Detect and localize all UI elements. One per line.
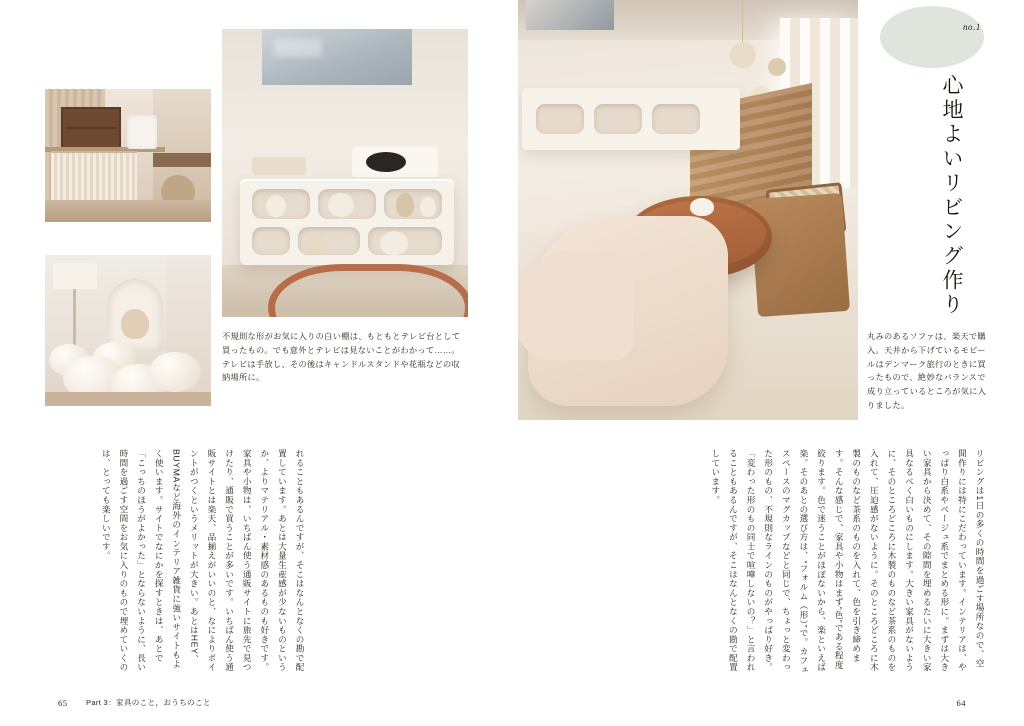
white-sculptural-sideboard	[522, 88, 740, 150]
lamp-shade	[53, 263, 97, 289]
tray	[252, 157, 306, 175]
page-number-right: 64	[956, 698, 966, 708]
wall-artwork	[526, 0, 614, 30]
sideboard-opening	[536, 104, 584, 134]
photo-living-corner	[45, 255, 211, 406]
body-text-right-page: リビングは1日の多くの時間を過ごす場所なので、空間作りには特にこだわっています。インテリアは、やっぱり白系やベージュ系でまとめる形に。まずは大きい家具から決めて、その隙間を埋めるたいに大きい家具なるべく白いものにします。大きい家具がないように、そのところどころに木製のものなど茶系のものを入れて、圧迫感がないように。そのところどころに木製のものなど茶系のものを入れて、色を引き締めます。そんな感じで、家具や小物はまず“色”である程度絞ります。色で迷うことがほぼないから、楽といえば楽。そのあとの選び方は、“フォルム（形）”で。カフェスペースのマグカップなどと同じで、ちょっと変わった形のもの、不規則なラインのものがやっぱり好き。「変わった形のもの同士で喧嘩しないの？」と言われることもあるんですが、そこはなんとなくの勘で配置しています。	[710, 449, 985, 675]
shelf-opening	[252, 227, 290, 255]
floor	[45, 200, 211, 222]
arched-niche	[107, 279, 163, 351]
photo-white-shelf	[222, 29, 468, 317]
wooden-display-shelf	[61, 107, 121, 151]
cushion	[149, 352, 201, 392]
issue-number: no.1	[963, 22, 981, 32]
ceramic-vessel	[304, 233, 328, 253]
photo-living-room	[518, 0, 858, 420]
ceramic-vessel	[328, 193, 354, 217]
ceramic-vessel	[380, 231, 408, 255]
mobile-disc	[768, 58, 786, 76]
ribbed-cabinet	[51, 151, 137, 205]
ceramic-vessel	[396, 193, 414, 217]
title-background-blob	[880, 6, 984, 68]
sofa-armrest	[518, 250, 634, 360]
sideboard-opening	[594, 104, 642, 134]
page-number-left: 65	[58, 698, 68, 708]
record-player	[352, 147, 438, 177]
niche-object	[121, 309, 149, 339]
photo-kitchen-shelf	[45, 89, 211, 222]
sideboard-opening	[652, 104, 700, 134]
body-text-left-page: れることもあるんですが、そこはなんとなくの勘で配置しています。あとは大量生産感が少ないものというか、よりマテリアル・素材感のあるものも好きです。家具や小物は、いちばん使う通販サイトに旅先で見つけたり、通販で買うことが多いです。いちばん使う通販サイトとは楽天、品揃えがいいのと、なによりポイントがつくというメリットが大きい。あとはHEY、BUYMAなど海外のインテリア雑貨に強いサイトもよく使います。サイトでなにかを探すときは、あとで「こっちのほうがよかった」とならないように、長い時間を過ごす空間をお気に入りのもので埋めていくのは、とっても楽しいです。	[101, 449, 305, 672]
kitchen-appliance	[127, 115, 157, 149]
wall-screen	[262, 29, 412, 85]
wooden-armchair	[750, 193, 850, 317]
wood-table	[153, 153, 211, 167]
mobile-disc	[730, 42, 756, 68]
page-title: 心地よいリビング作り	[940, 74, 964, 318]
caption-sofa: 丸みのあるソファは、楽天で購入。天井から下げているモビールはデンマーク旅行のときに買ったもので、絶妙なバランスで成り立っているところが気に入りました。	[867, 332, 987, 410]
cat-figurine	[690, 198, 714, 216]
ceramic-vessel	[420, 197, 436, 217]
caption-white-shelf: 不規則な形がお気に入りの白い棚は、もともとテレビ台として買ったもの。でも意外とテレビは見ないことがわかって……。テレビは手放し、その後はキャンドルスタンドや花瓶などの収納場所に。	[222, 332, 461, 383]
floor	[45, 392, 211, 406]
white-sculptural-shelf	[240, 179, 454, 265]
terracotta-arc-object	[268, 264, 468, 317]
mobile-wire	[742, 0, 743, 46]
lamp-pole	[73, 289, 76, 347]
ceramic-vessel	[266, 195, 286, 217]
running-head: Part 3：家具のこと，おうちのこと	[86, 698, 211, 707]
